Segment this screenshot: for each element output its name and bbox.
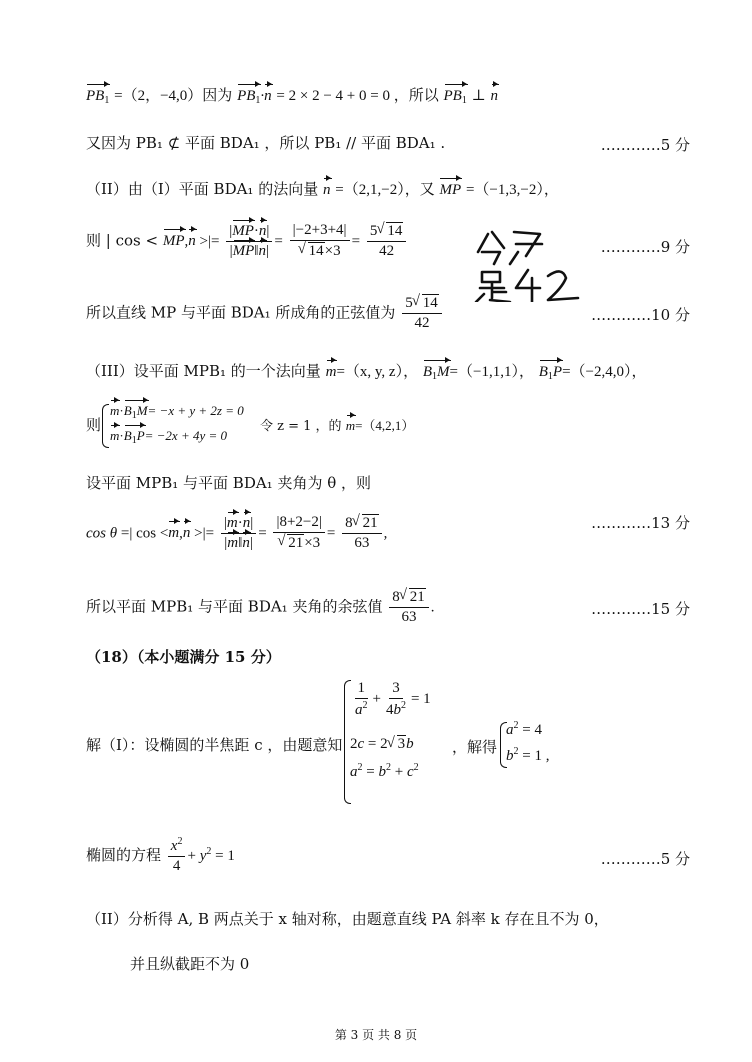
text: 所以平面 MPB₁ 与平面 BDA₁ 夹角的余弦值 [86, 597, 383, 616]
text: 则 | cos < [86, 231, 159, 250]
text: （II）分析得 A, B 两点关于 x 轴对称，由题意直线 PA 斜率 k 存在且不为 0， [86, 910, 609, 928]
line-intercept [130, 955, 249, 973]
vector-n: n [264, 88, 272, 104]
vector-mp: MP [439, 182, 462, 198]
system-eq-a: $\frac{1}{a^2}$ + $\frac{3}{4b^2}$ = 1 [355, 680, 431, 719]
vector-pb1: $PB_1$ [86, 88, 110, 106]
line-ellipse-equation: 椭圆的方程 $\frac{x^2}{4}$ + $y^2 = 1$ [86, 836, 235, 875]
text: 并且纵截距不为 0 [130, 955, 250, 973]
text: 所以直线 MP 与平面 BDA₁ 所成角的正弦值为 [86, 303, 396, 322]
line-parallel [86, 134, 445, 152]
score: …………9 分 [600, 238, 690, 256]
line-pb1-dot-n: $PB_1 =(2$，−4,0）因为 $PB_1\cdot n = 2 \times 2 - 4 + 0 = 0$ ，所以 $PB_1$ ⊥ n [86, 86, 498, 106]
page-footer: 第 3 页 共 8 页 [334, 1028, 418, 1042]
text: 解（I）：设椭圆的半焦距 c ，由题意知 [86, 736, 343, 754]
line-cos-mp-n: 则 | cos < MP,n >|= $\frac{|MP\cdot n|}{|MP‖n|}$ = |−2+3+4| √ 14×3 = $\frac{5√ 14}{42}$ [86, 222, 408, 261]
line-part2-analysis [86, 910, 609, 928]
solution-b: $b^2 = 1$ , [506, 746, 550, 764]
line-angle-theta [86, 474, 371, 492]
vector-pb1: $PB_1$ [443, 88, 467, 106]
line-cos-theta: cos θ =| cos <m,n >|= $\frac{|m\cdot n|}{|m‖n|}$ = |8+2−2| √ 21×3 = $\frac{8√ 21}{63}$ , [86, 514, 387, 553]
line-system [86, 416, 101, 434]
text: 设平面 MPB₁ 与平面 BDA₁ 夹角为 θ ，则 [86, 474, 372, 492]
text: 椭圆的方程 [86, 845, 162, 864]
text: （II）由（I）平面 BDA₁ 的法向量 [86, 180, 319, 198]
text: =（−1,3,−2）， [465, 182, 559, 198]
text: =（−2,4,0）， [562, 364, 647, 380]
line-part3-normal: （III）设平面 MPB₁ 的一个法向量 m=（x, y, z）， $B_1M=(-1,1,1)$， $B_1P=(-2,4,0)$， [86, 362, 647, 382]
vector-n: n [323, 182, 331, 198]
vector-pb1: $PB_1$ [237, 88, 261, 106]
vector-n: n [490, 88, 498, 104]
text: =（4,2,1） [355, 418, 415, 433]
text: =（2,1,−2），又 [335, 182, 435, 198]
left-brace [102, 404, 109, 448]
line-sine-value: 所以直线 MP 与平面 BDA₁ 所成角的正弦值为 $\frac{5√ 14}{42}$ [86, 294, 444, 333]
handwritten-note-svg [470, 222, 590, 302]
text: 则 [86, 416, 102, 434]
text: =（x, y, z）， [336, 364, 419, 380]
text: 又因为 PB₁ ⊄ 平面 BDA₁ ，所以 PB₁ // 平面 BDA₁ . [86, 134, 446, 152]
score: …………5 分 [600, 136, 690, 154]
line-cos-value: 所以平面 MPB₁ 与平面 BDA₁ 夹角的余弦值 $\frac{8√ 21}{63}$ . [86, 588, 435, 627]
text: = 2 × 2 − 4 + 0 = 0 ，所以 [276, 88, 439, 104]
text: ，解得 [452, 738, 498, 756]
line-ellipse-setup [86, 736, 342, 754]
score: …………10 分 [591, 306, 690, 324]
score: …………13 分 [591, 514, 690, 532]
score: …………5 分 [600, 850, 690, 868]
solution-a: $a^2 = 4$ [506, 720, 542, 738]
system-eq-b: 2c = 2√ 3b [350, 735, 414, 753]
text: =（−1,1,1）， [449, 364, 534, 380]
question-18-heading: （18）（本小题满分 15 分） [86, 648, 281, 666]
text: 令 z = 1 ，的 [260, 419, 342, 434]
system-eq-1: $m\cdot B_1M= -x + y + 2z = 0$ [110, 403, 244, 421]
text: =（2，−4,0）因为 [114, 88, 233, 104]
line-part2-normal [86, 180, 559, 199]
system-eq-2: $m\cdot B_1P= -2x + 4y = 0$ [110, 428, 228, 446]
line-system-result: 令 z = 1 ，的 m=（4,2,1） [260, 418, 415, 434]
score: …………15 分 [591, 600, 690, 618]
text: （III）设平面 MPB₁ 的一个法向量 [86, 362, 321, 380]
system-eq-c: $a^2 = b^2 + c^2$ [350, 762, 419, 780]
